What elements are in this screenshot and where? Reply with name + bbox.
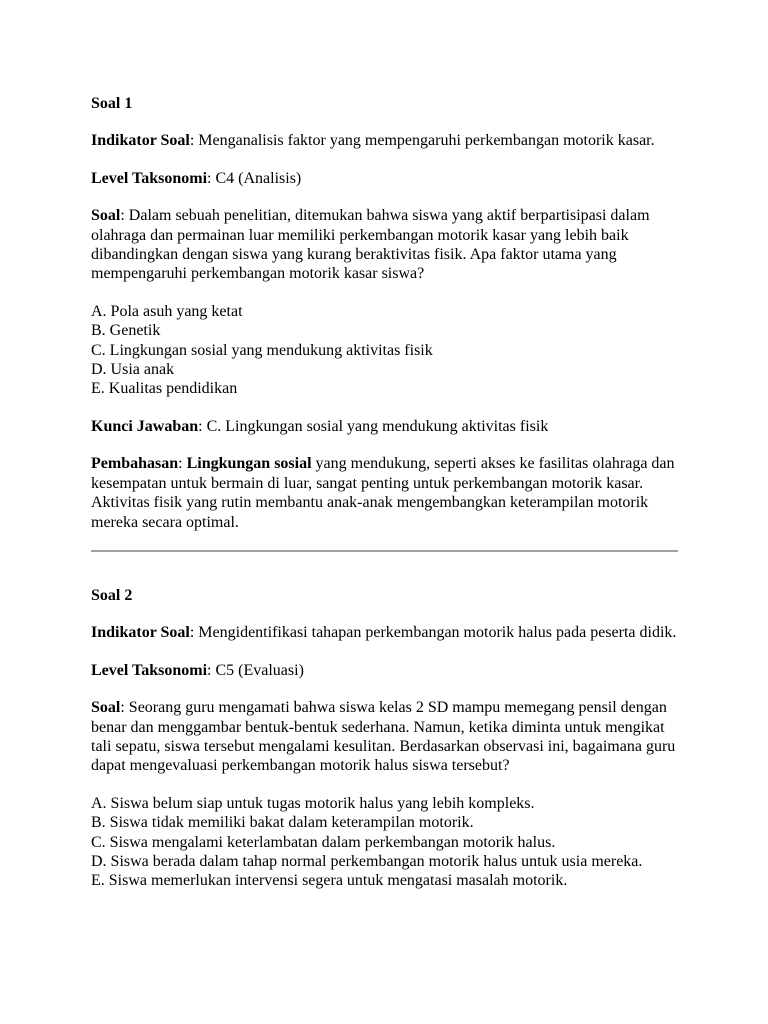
question-text: : Seorang guru mengamati bahwa siswa kelas 2 SD mampu memegang pensil dengan benar dan menggambar bentuk-bentuk sederhana. Namun, ketika diminta untuk mengikat tali sepatu, siswa tersebut mengalami kesulitan. Berdasarkan observasi ini, bagaimana guru dapat mengevaluasi perkembangan motorik halus siswa tersebut?: [91, 699, 676, 775]
option-c: C. Siswa mengalami keterlambatan dalam perkembangan motorik halus.: [91, 833, 556, 851]
question-2-title: Soal 2: [91, 586, 133, 604]
option-b: B. Siswa tidak memiliki bakat dalam keterampilan motorik.: [91, 814, 474, 832]
question-label: Soal: [91, 207, 121, 225]
option-e: E. Kualitas pendidikan: [91, 380, 238, 398]
section-divider: [91, 550, 678, 552]
option-e: E. Siswa memerlukan intervensi segera untuk mengatasi masalah motorik.: [91, 872, 568, 890]
indicator-text: : Menganalisis faktor yang mempengaruhi perkembangan motorik kasar.: [189, 132, 655, 150]
explanation-separator: :: [178, 455, 187, 473]
question-1-explanation: [91, 454, 678, 532]
explanation-highlight: Lingkungan sosial: [186, 455, 312, 473]
question-1-title: Soal 1: [91, 95, 133, 112]
answer-key-label: Kunci Jawaban: [91, 417, 199, 435]
question-2-prompt: [91, 698, 678, 776]
taxonomy-label: Level Taksonomi: [91, 169, 208, 187]
question-label: Soal: [91, 699, 121, 717]
answer-key-text: : C. Lingkungan sosial yang mendukung aktivitas fisik: [198, 417, 549, 435]
question-2-options: [91, 794, 678, 891]
question-text: : Dalam sebuah penelitian, ditemukan bahwa siswa yang aktif berpartisipasi dalam olahraga dan permainan luar memiliki perkembangan motorik kasar yang lebih baik dibandingkan dengan siswa yang kurang beraktivitas fisik. Apa faktor utama yang mempengaruhi perkembangan motorik kasar siswa?: [91, 207, 650, 283]
question-1-taxonomy-level: [91, 169, 678, 188]
option-a: A. Siswa belum siap untuk tugas motorik halus yang lebih kompleks.: [91, 794, 535, 812]
option-c: C. Lingkungan sosial yang mendukung aktivitas fisik: [91, 341, 433, 359]
indicator-label: Indikator Soal: [91, 624, 190, 642]
indicator-text: : Mengidentifikasi tahapan perkembangan motorik halus pada peserta didik.: [189, 624, 677, 642]
explanation-text: yang mendukung, seperti akses ke fasilitas olahraga dan kesempatan untuk bermain di luar, sangat penting untuk perkembangan motorik kasar. Aktivitas fisik yang rutin membantu anak-anak mengembangkan keterampilan motorik mereka secara optimal.: [91, 455, 675, 531]
question-1-prompt: [91, 206, 678, 284]
question-1-section: [91, 94, 678, 532]
option-d: D. Siswa berada dalam tahap normal perkembangan motorik halus untuk usia mereka.: [91, 852, 643, 870]
question-2-taxonomy-level: [91, 661, 678, 680]
question-1-indicator: [91, 131, 678, 150]
option-b: B. Genetik: [91, 322, 161, 340]
option-a: A. Pola asuh yang ketat: [91, 302, 243, 320]
question-2-indicator: [91, 623, 678, 642]
option-d: D. Usia anak: [91, 361, 175, 379]
taxonomy-label: Level Taksonomi: [91, 661, 208, 679]
question-2-section: [91, 586, 678, 891]
taxonomy-text: : C5 (Evaluasi): [207, 661, 304, 679]
indicator-label: Indikator Soal: [91, 132, 190, 150]
taxonomy-text: : C4 (Analisis): [207, 169, 302, 187]
explanation-label: Pembahasan: [91, 455, 179, 473]
question-1-options: [91, 302, 678, 399]
question-1-answer-key: [91, 417, 678, 436]
